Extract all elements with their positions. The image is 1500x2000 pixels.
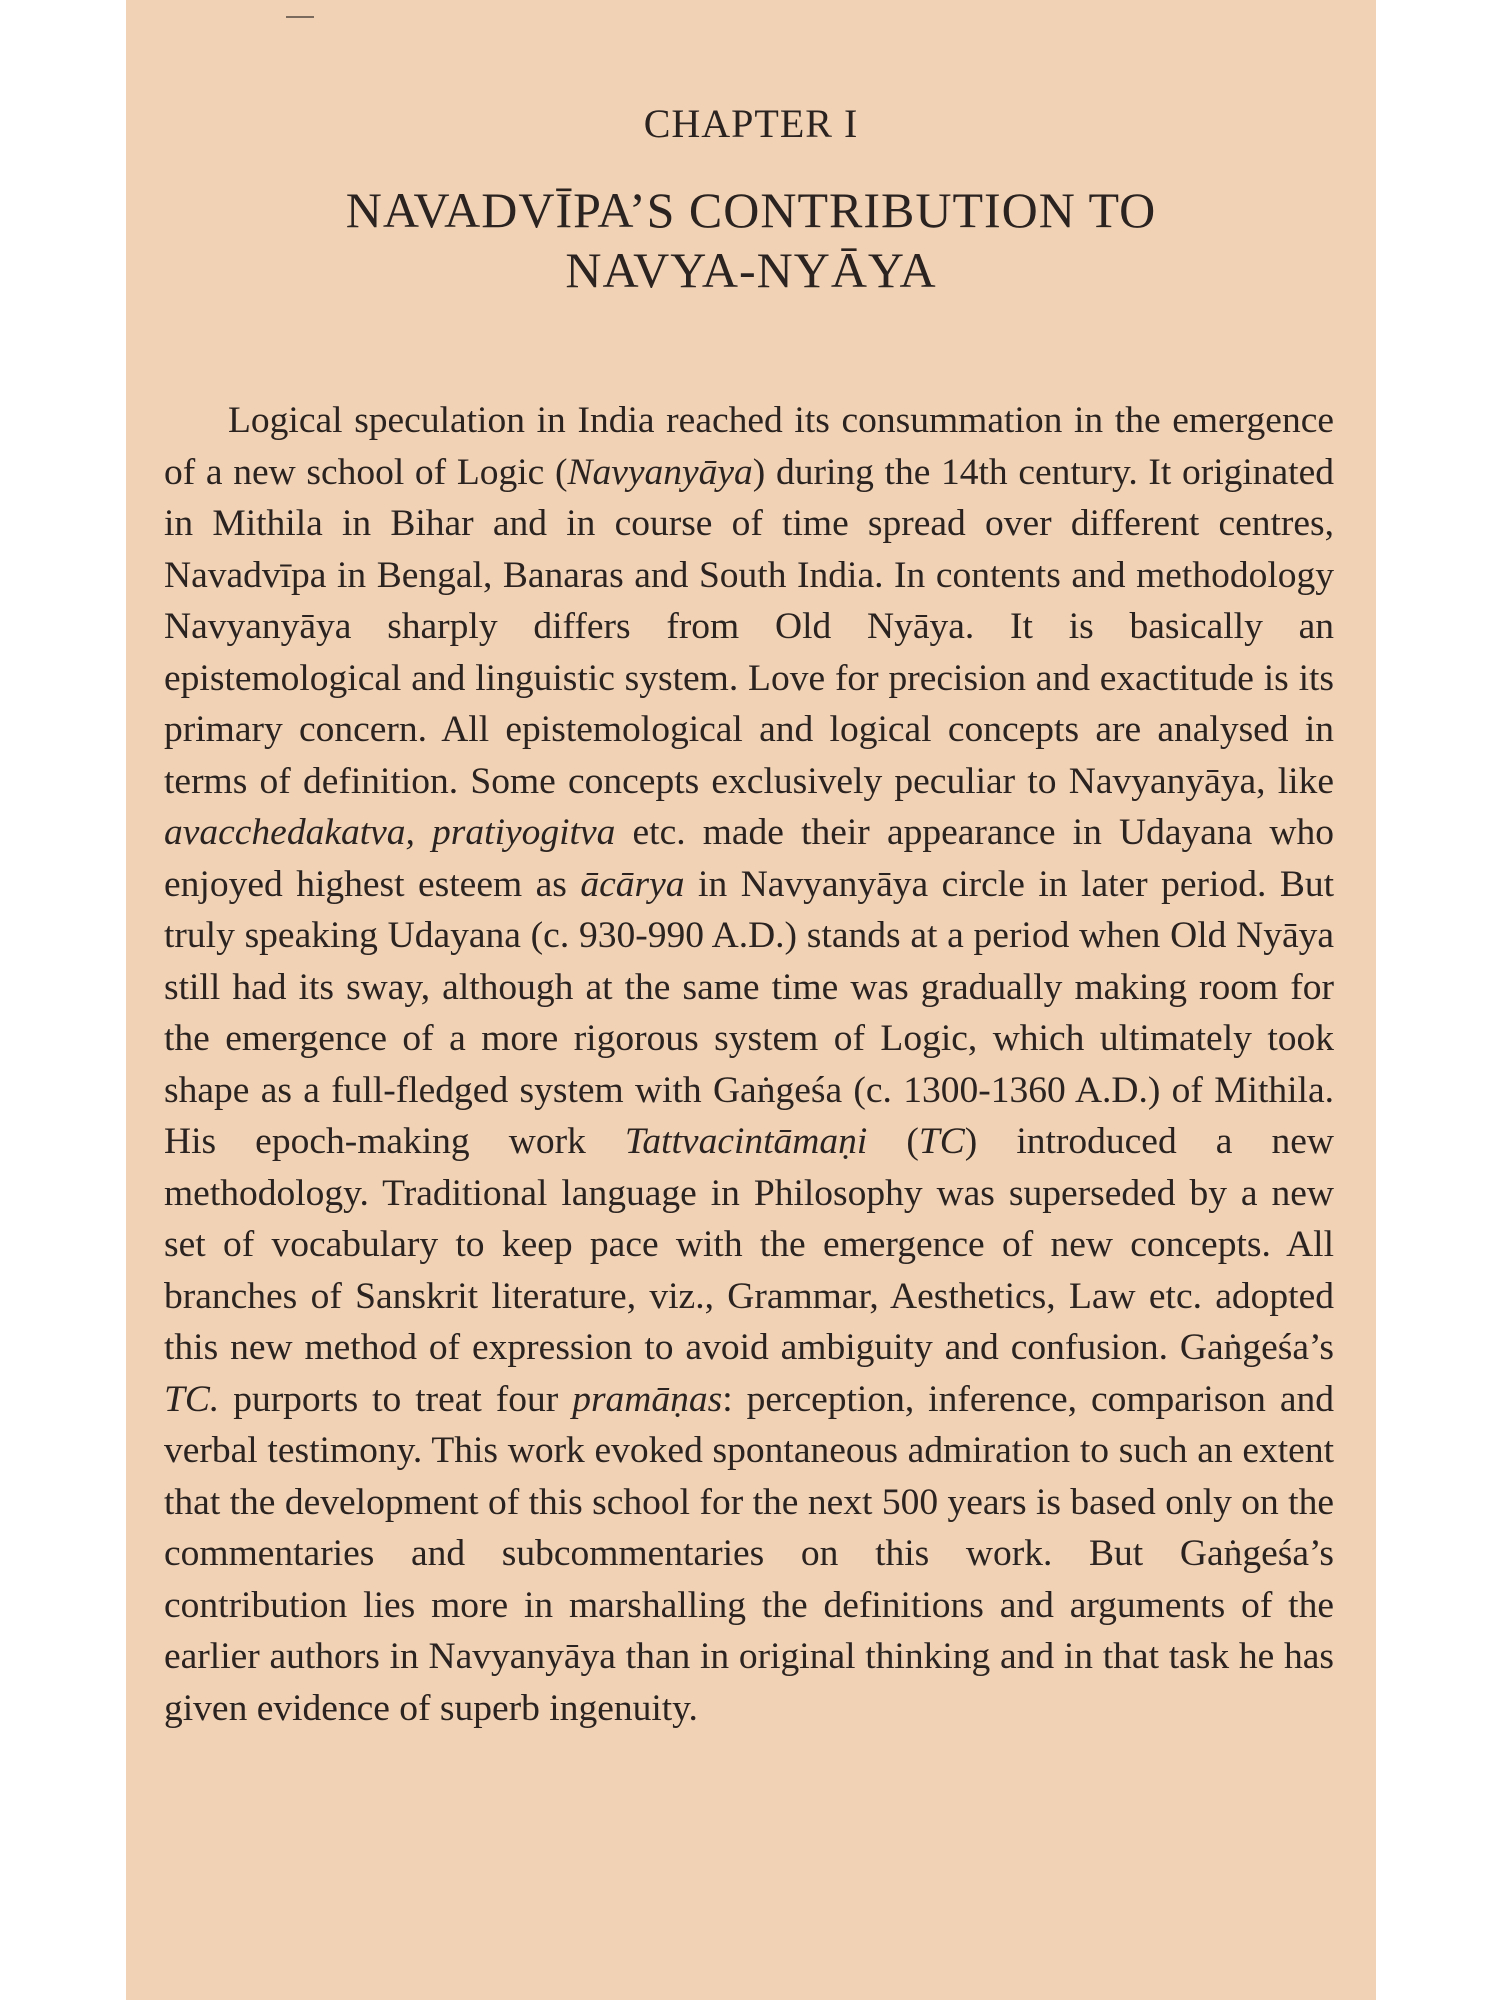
top-margin-dash xyxy=(286,16,314,18)
italic-term: pramāṇas xyxy=(572,1378,723,1420)
chapter-title-line-1: NAVADVĪPA’S CONTRIBUTION TO xyxy=(345,182,1157,238)
chapter-number: CHAPTER I xyxy=(643,101,859,146)
chapter-title-line-2: NAVYA-NYĀYA xyxy=(565,242,937,298)
text-run: etc. made their appearance in Udayana who enjoyed highest esteem as xyxy=(164,812,1334,905)
body-paragraph xyxy=(164,395,1334,1734)
text-run: : perception, inference, comparison and verbal testimony. This work evoked spontaneous admiration to such an extent that the development of this school for the next 500 years is based only on the commentaries and subcommentaries on this work. But Gaṅgeśa’s contribution lies more in marshalling the definitions and arguments of the earlier authors in Navyanyāya than in original thinking and in that task he has given evidence of superb ingenuity. xyxy=(164,1378,1334,1729)
italic-term: Tattvacintāmaṇi xyxy=(624,1121,868,1162)
text-run: purports to treat four xyxy=(219,1378,573,1420)
italic-term: ācārya xyxy=(580,863,685,905)
text-run: in Navyanyāya circle in later period. But truly speaking Udayana (c. 930-990 A.D.) stands at a period when Old Nyāya still had its sway, although at the same time was gradually making room for the emergence of a more rigorous system of Logic, which ultimately took shape as a full-fledged system with Gaṅgeśa (c. 1300-1360 A.D.) of Mithila. His epoch-making work xyxy=(164,863,1334,1162)
italic-term: TC. xyxy=(164,1378,220,1420)
chapter-title xyxy=(126,180,1376,300)
text-run: ) introduced a new methodology. Traditional language in Philosophy was superseded by a new set of vocabulary to keep pace with the emergence of new concepts. All branches of Sanskrit literature, viz., Grammar, Aesthetics, Law etc. adopted this new method of expression to avoid ambiguity and confusion. Gaṅgeśa’s xyxy=(164,1121,1334,1368)
italic-term: TC xyxy=(918,1121,965,1162)
text-run: ( xyxy=(867,1121,919,1162)
text-run: ) during the 14th century. It originated in Mithila in Bihar and in course of time spread over different centres, Navadvīpa in Bengal, Banaras and South India. In contents and methodology Navyanyāya sharply differs from Old Nyāya. It is basically an epistemological and linguistic system. Love for precision and exactitude is its primary concern. All epistemological and logical concepts are analysed in terms of definition. Some concepts exclusively peculiar to Navyanyāya, like xyxy=(164,451,1334,802)
text-run: Logical speculation in India reached its consummation in the emergence of a new school of Logic ( xyxy=(164,400,1334,493)
italic-term: Navyanyāya xyxy=(567,451,753,493)
book-page xyxy=(126,0,1376,2000)
italic-term: avacchedakatva, pratiyogitva xyxy=(164,812,616,853)
